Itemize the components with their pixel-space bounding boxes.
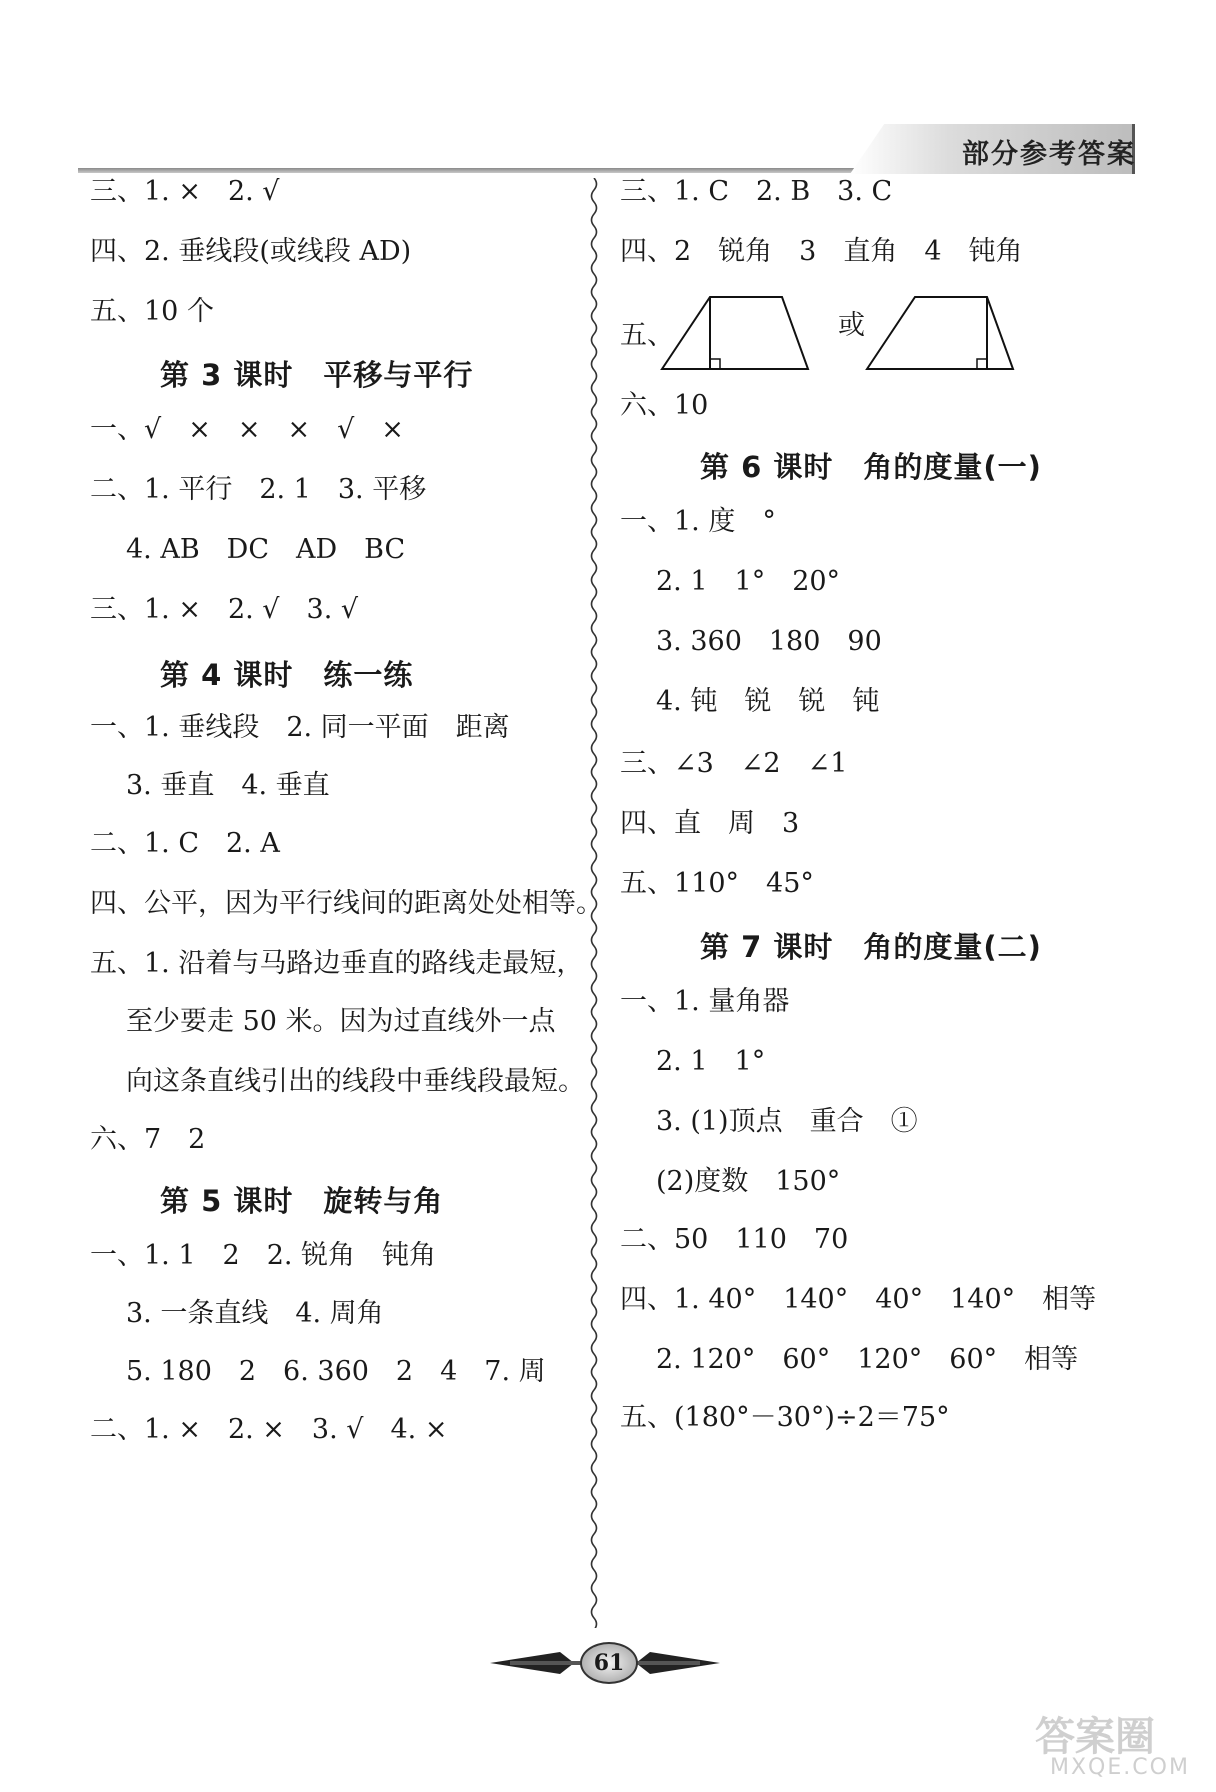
- trapezoid-left-figure: [660, 291, 810, 371]
- answer-line: 二、1. 平行 2. 1 3. 平移: [90, 474, 427, 505]
- section-heading: 第 3 课时 平移与平行: [160, 358, 474, 392]
- answer-line: 四、直 周 3: [620, 808, 800, 839]
- header-title: 部分参考答案: [962, 139, 1136, 170]
- answer-line: 二、50 110 70: [620, 1224, 849, 1255]
- answer-line: 五、110° 45°: [620, 868, 814, 899]
- section-heading: 第 5 课时 旋转与角: [160, 1184, 444, 1218]
- answer-line: 四、公平，因为平行线间的距离处处相等。: [90, 888, 603, 919]
- answer-line: 向这条直线引出的线段中垂线段最短。: [126, 1066, 585, 1097]
- page-header: [0, 0, 1216, 190]
- watermark-logo: 答案圈: [1035, 1714, 1155, 1760]
- answer-line: 二、1. C 2. A: [90, 828, 280, 859]
- page-number: 61: [580, 1642, 638, 1684]
- answer-line: 四、2. 垂线段(或线段 AD): [90, 236, 412, 267]
- watermark-url: MXQE.COM: [1050, 1755, 1190, 1780]
- section-heading: 第 4 课时 练一练: [160, 658, 414, 692]
- answer-line: 四、2 锐角 3 直角 4 钝角: [620, 236, 1023, 267]
- answer-line: 3. 一条直线 4. 周角: [126, 1298, 384, 1329]
- answer-line: 四、1. 40° 140° 40° 140° 相等: [620, 1284, 1097, 1315]
- answer-line: 至少要走 50 米。因为过直线外一点: [126, 1006, 556, 1037]
- figure-or-label: 或: [838, 310, 865, 341]
- column-divider: [588, 178, 600, 1628]
- answer-line: 五、(180°－30°)÷2＝75°: [620, 1402, 950, 1433]
- answer-line: 一、1. 度 °: [620, 506, 776, 537]
- answer-line: 4. 钝 锐 锐 钝: [656, 686, 880, 717]
- answer-line: 3. 垂直 4. 垂直: [126, 770, 330, 801]
- answer-line: 3. (1)顶点 重合 ①: [656, 1106, 918, 1137]
- answer-line: 4. AB DC AD BC: [126, 534, 406, 565]
- answer-line: 六、7 2: [90, 1124, 206, 1155]
- answer-line: 一、√ × × × √ ×: [90, 414, 404, 445]
- answer-line: 五、1. 沿着与马路边垂直的路线走最短，: [90, 948, 584, 979]
- answer-line: 三、1. × 2. √: [90, 176, 280, 207]
- answer-line: 一、1. 1 2 2. 锐角 钝角: [90, 1240, 437, 1271]
- answer-line: 二、1. × 2. × 3. √ 4. ×: [90, 1414, 448, 1445]
- page-number-badge: [490, 1640, 720, 1686]
- answer-line: 三、∠3 ∠2 ∠1: [620, 748, 848, 779]
- figure-prefix: 五、: [620, 320, 674, 351]
- answer-line: 2. 120° 60° 120° 60° 相等: [656, 1344, 1079, 1375]
- answer-line: 一、1. 垂线段 2. 同一平面 距离: [90, 712, 510, 743]
- section-heading: 第 7 课时 角的度量(二): [700, 930, 1042, 964]
- section-heading: 第 6 课时 角的度量(一): [700, 450, 1042, 484]
- answer-line: 三、1. C 2. B 3. C: [620, 176, 893, 207]
- answer-line: (2)度数 150°: [656, 1166, 841, 1197]
- answer-line: 一、1. 量角器: [620, 986, 790, 1017]
- answer-line: 3. 360 180 90: [656, 626, 882, 657]
- answer-line: 5. 180 2 6. 360 2 4 7. 周: [126, 1356, 546, 1387]
- answer-line: 五、10 个: [90, 296, 214, 327]
- answer-line: 2. 1 1° 20°: [656, 566, 841, 597]
- answer-line: 三、1. × 2. √ 3. √: [90, 594, 359, 625]
- answer-line: 2. 1 1°: [656, 1046, 766, 1077]
- trapezoid-right-figure: [865, 291, 1015, 371]
- answer-line: 六、10: [620, 390, 709, 421]
